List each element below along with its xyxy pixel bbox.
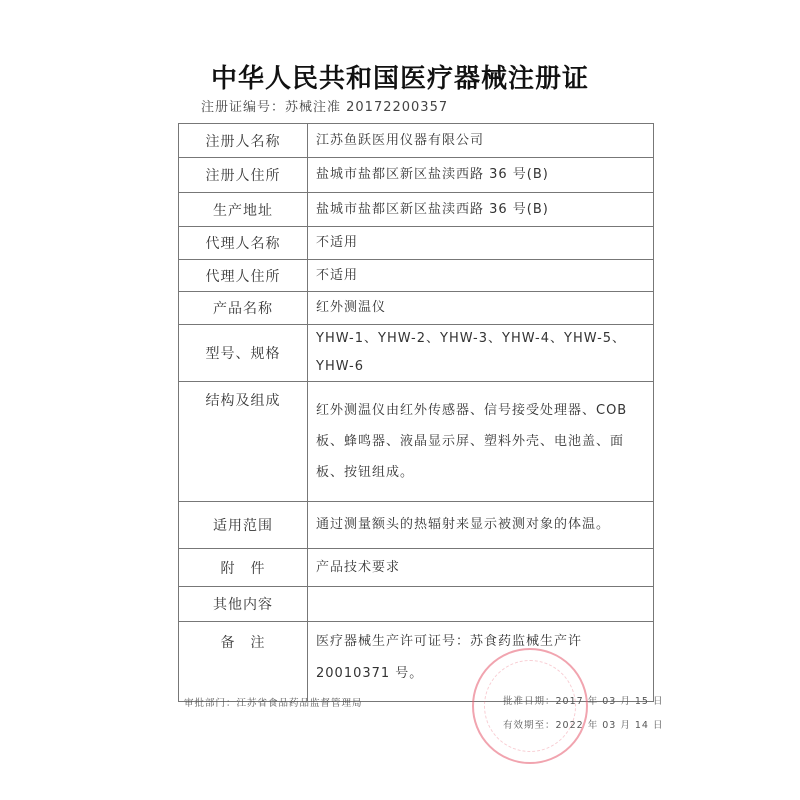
approval-department: 审批部门：江苏省食品药品监督管理局 xyxy=(184,698,363,709)
table-row xyxy=(179,587,654,622)
field-value: 通过测量额头的热辐射来显示被测对象的体温。 xyxy=(308,502,654,549)
table-row xyxy=(179,193,654,227)
expiry-date: 有效期至：2022 年 03 月 14 日 xyxy=(503,720,664,731)
field-value: 盐城市盐都区新区盐渎西路 36 号(B) xyxy=(308,158,654,193)
field-label: 附 件 xyxy=(179,549,308,587)
table-row xyxy=(179,260,654,292)
field-label: 适用范围 xyxy=(179,502,308,549)
field-label: 产品名称 xyxy=(179,292,308,325)
table-row xyxy=(179,549,654,587)
field-value: 不适用 xyxy=(308,227,654,260)
table-row xyxy=(179,325,654,382)
field-label: 生产地址 xyxy=(179,193,308,227)
table-row xyxy=(179,124,654,158)
field-value: 产品技术要求 xyxy=(308,549,654,587)
field-value: YHW-1、YHW-2、YHW-3、YHW-4、YHW-5、YHW-6 xyxy=(308,325,654,382)
document-title: 中华人民共和国医疗器械注册证 xyxy=(210,64,589,94)
field-value: 医疗器械生产许可证号：苏食药监械生产许 20010371 号。 xyxy=(308,622,654,702)
field-value: 红外测温仪由红外传感器、信号接受处理器、COB 板、蜂鸣器、液晶显示屏、塑料外壳、电池盖、面板、按钮组成。 xyxy=(308,382,654,502)
field-label: 代理人名称 xyxy=(179,227,308,260)
registration-number: 注册证编号：苏械注准 20172200357 xyxy=(201,100,449,115)
field-value: 盐城市盐都区新区盐渎西路 36 号(B) xyxy=(308,193,654,227)
field-value: 不适用 xyxy=(308,260,654,292)
table-row xyxy=(179,227,654,260)
approval-date: 批准日期：2017 年 03 月 15 日 xyxy=(503,696,664,707)
field-label: 其他内容 xyxy=(179,587,308,622)
field-label: 注册人名称 xyxy=(179,124,308,158)
field-label: 型号、规格 xyxy=(179,325,308,382)
table-row xyxy=(179,382,654,502)
field-value: 红外测温仪 xyxy=(308,292,654,325)
table-row xyxy=(179,502,654,549)
field-label: 代理人住所 xyxy=(179,260,308,292)
field-label: 备 注 xyxy=(179,622,308,702)
certificate-table xyxy=(178,123,654,702)
field-value xyxy=(308,587,654,622)
table-row xyxy=(179,158,654,193)
field-label: 结构及组成 xyxy=(179,382,308,502)
table-row xyxy=(179,292,654,325)
field-value: 江苏鱼跃医用仪器有限公司 xyxy=(308,124,654,158)
field-label: 注册人住所 xyxy=(179,158,308,193)
